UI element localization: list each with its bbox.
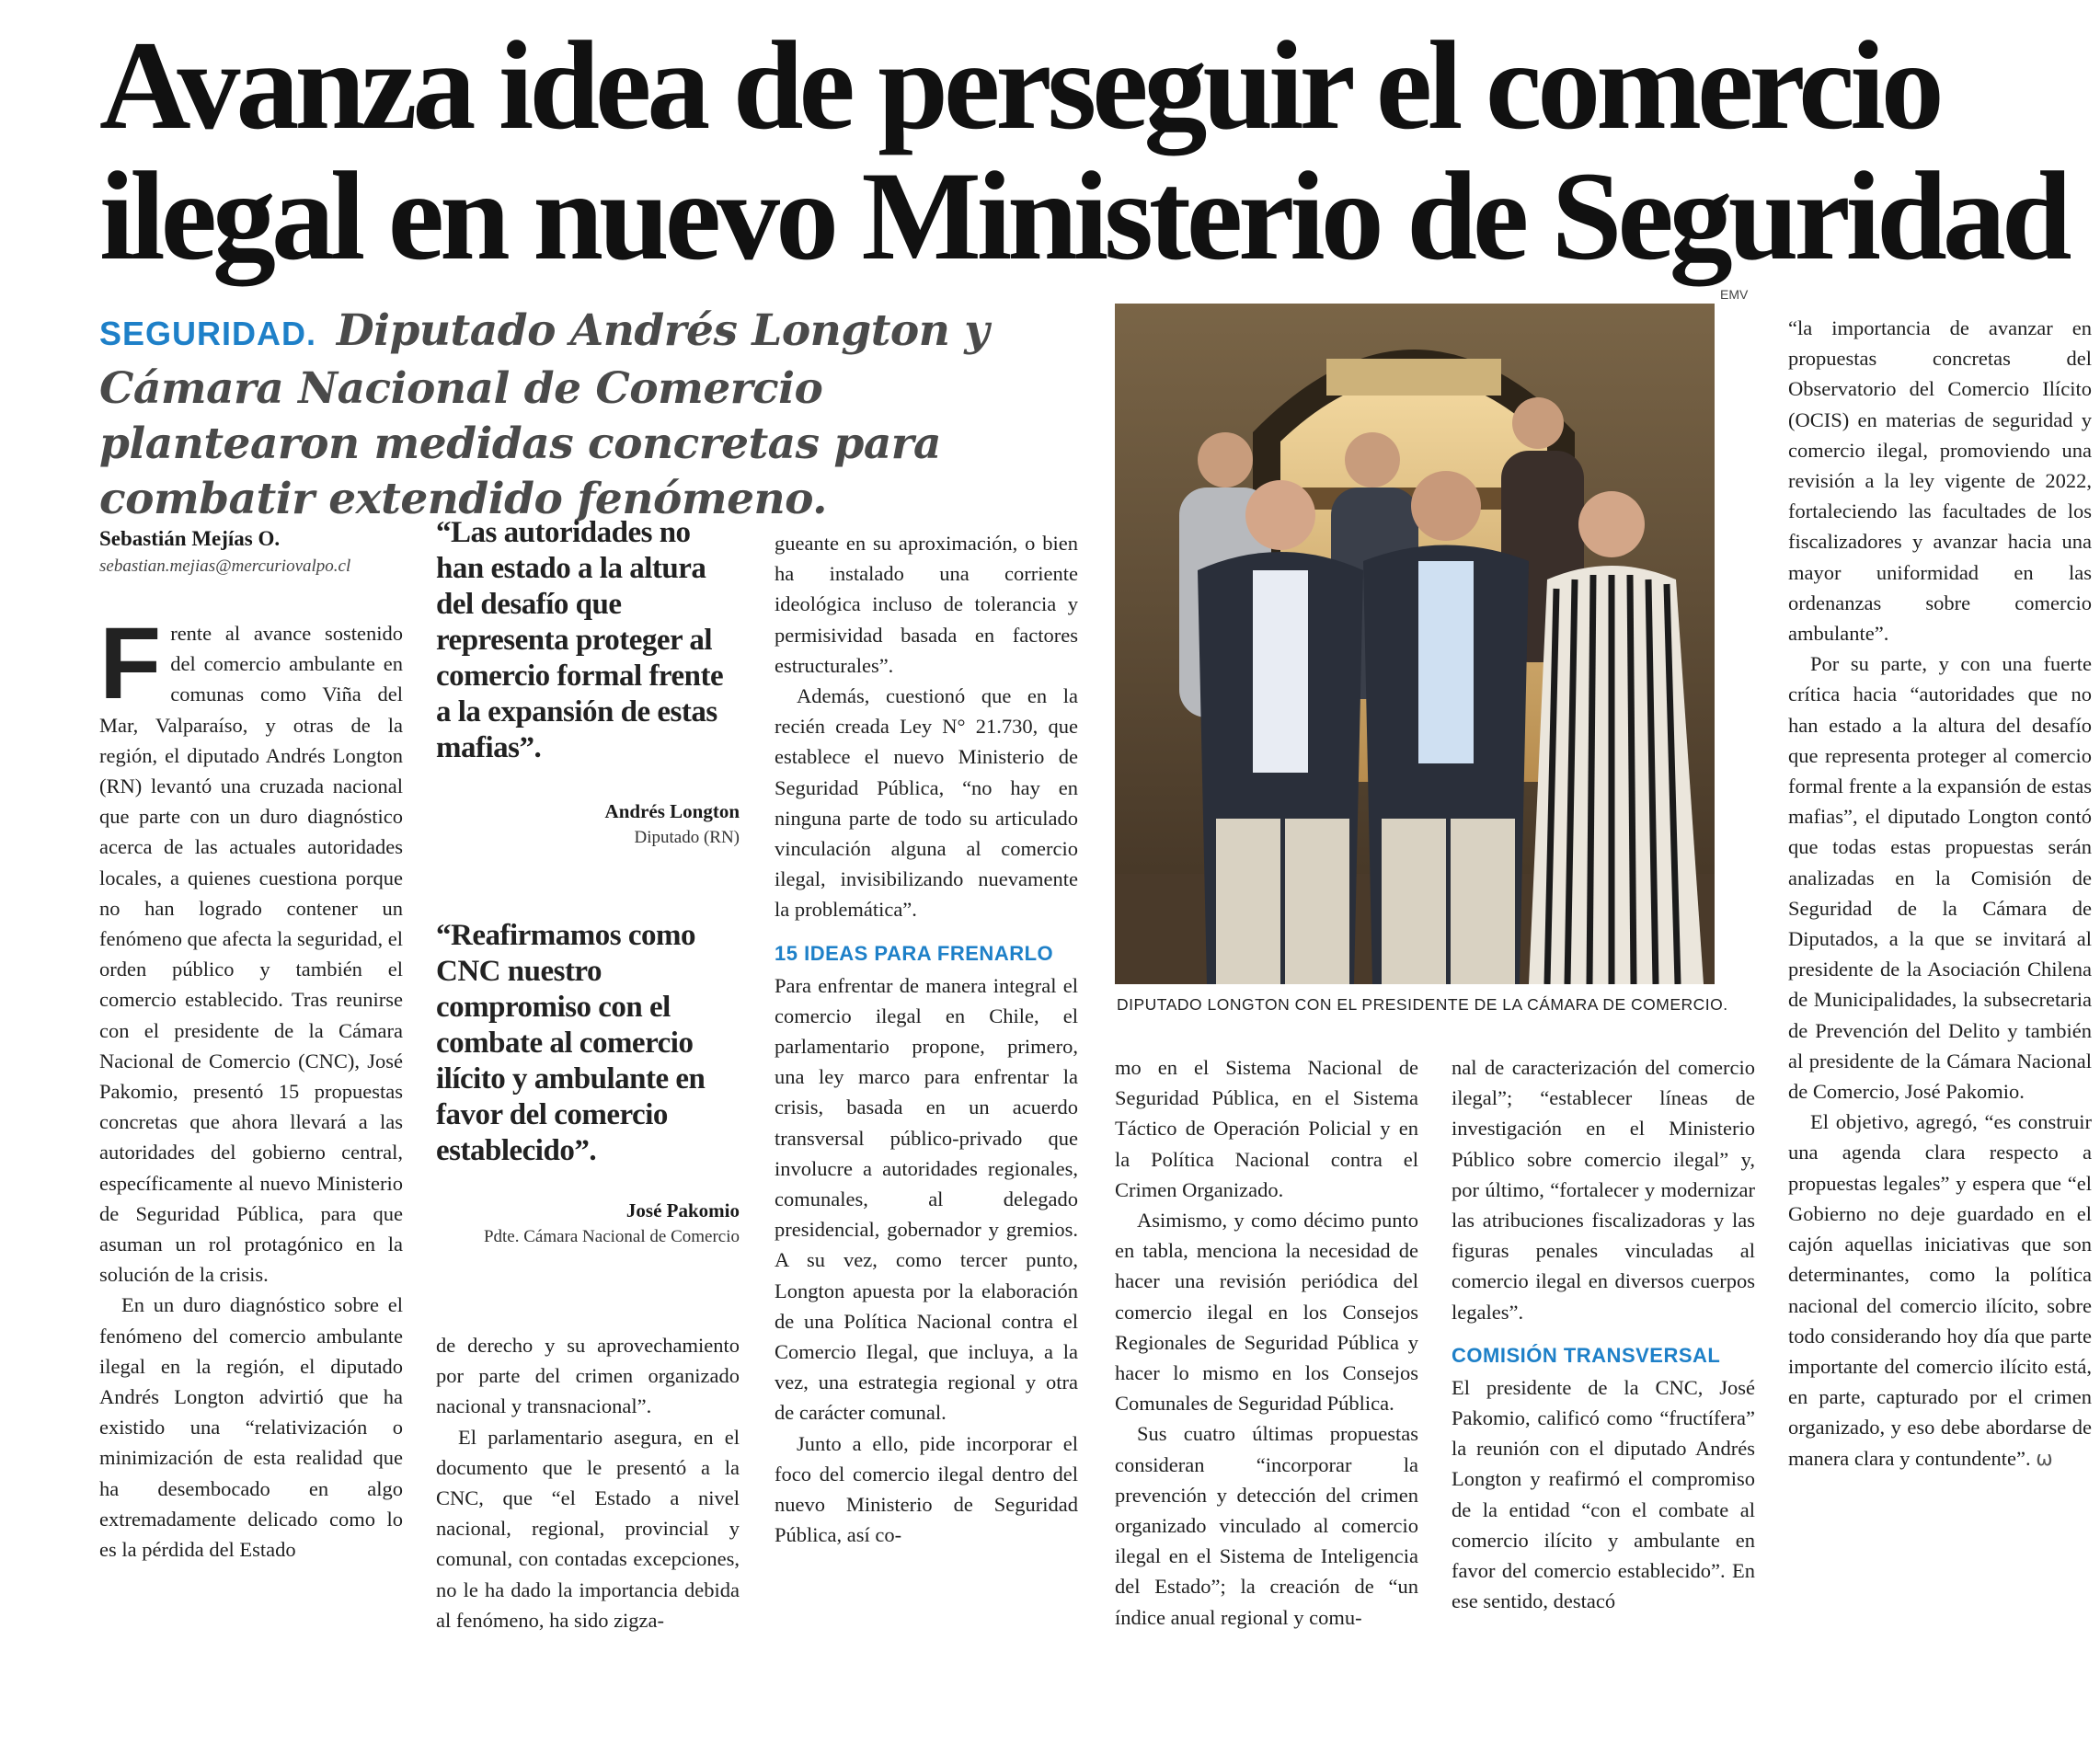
photo-credit: EMV	[1720, 287, 1749, 302]
quote-author: Andrés Longton	[604, 800, 740, 822]
paragraph: Junto a ello, pide incorporar el foco del comercio ilegal dentro del nuevo Ministerio de Seguridad Pública, así co-	[775, 1431, 1078, 1547]
paragraph: gueante en su aproximación, o bien ha instalado una corriente ideológica incluso de tolerancia y permisividad basada en factores estructurales”.	[775, 532, 1078, 677]
paragraph: Además, cuestionó que en la recién creada Ley N° 21.730, que establece el nuevo Ministerio de Seguridad Pública, “no hay en ninguna parte de todo su articulado vinculación alguna al comercio ilegal, invisibilizando nuevamente la problemática”.	[775, 684, 1078, 922]
headline: Avanza idea de perseguir el comercio ilegal en nuevo Ministerio de Seguridad	[99, 15, 2068, 286]
deck-text: Diputado Andrés Longton y Cámara Nacional de Comercio plantearon medidas concretas para combatir extendido fenómeno.	[99, 305, 990, 524]
photo-illustration	[1115, 304, 1715, 984]
byline	[99, 524, 412, 579]
column-2	[436, 1330, 740, 1635]
paragraph: El objetivo, agregó, “es construir una agenda clara respecto a propuestas legales” y espera que “el Gobierno no deje guardado en el cajón aquellas iniciativas que son determinantes, como la política nacional del comercio ilícito, sobre todo considerando hoy día que parte importante del comercio ilícito está, en parte, capturado por el crimen organizado, y eso debe abordarse de manera clara y contundente”. ω	[1788, 1110, 2092, 1471]
author-name: Sebastián Mejías O.	[99, 527, 281, 550]
end-mark-icon: ω	[2036, 1447, 2053, 1471]
quote-role: Pdte. Cámara Nacional de Comercio	[483, 1227, 740, 1246]
column-4	[1115, 1052, 1418, 1633]
column-1	[99, 607, 403, 1565]
subhead-comision: COMISIÓN TRANSVERSAL	[1452, 1343, 1721, 1367]
author-email[interactable]: sebastian.mejias@mercuriovalpo.cl	[99, 556, 351, 576]
paragraph: En un duro diagnóstico sobre el fenómeno del comercio ambulante ilegal en la región, el diputado Andrés Longton advirtió que ha existido una “relativización o minimización de esta realidad que ha desembocado en algo extremadamente delicado como lo es la pérdida del Estado	[99, 1293, 403, 1562]
photo-caption: DIPUTADO LONGTON CON EL PRESIDENTE DE LA CÁMARA DE COMERCIO.	[1117, 995, 1728, 1014]
paragraph: nal de caracterización del comercio ilegal”; “establecer líneas de investigación en el Ministerio Público sobre comercio ilegal” y, por último, “fortalecer y modernizar las atribuciones fiscalizadoras y las figuras penales vinculadas al comercio ilegal en diversos cuerpos legales”.	[1452, 1056, 1755, 1324]
paragraph: Por su parte, y con una fuerte crítica hacia “autoridades que no han estado a la altura del desafío que representa proteger al comercio formal frente a la expansión de estas mafias”, el diputado Longton contó que todas estas propuestas serán analizadas en la Comisión de Seguridad de la Cámara de Diputados, a la que se invitará al presidente de la Asociación Chilena de Municipalidades, la subsecretaria de Prevención del Delito y también al presidente de la Cámara Nacional de Comercio, José Pakomio.	[1788, 652, 2092, 1104]
paragraph: El presidente de la CNC, José Pakomio, calificó como “fructífera” la reunión con el diputado Andrés Longton y reafirmó el compromiso de la entidad “con el combate al comercio ilícito y ambulante en favor del comercio establecido”. En ese sentido, destacó	[1452, 1375, 1755, 1613]
paragraph: de derecho y su aprovechamiento por parte del crimen organizado nacional y transnacional”.	[436, 1334, 740, 1418]
subhead-15-ideas: 15 IDEAS PARA FRENARLO	[775, 941, 1054, 965]
paragraph: Asimismo, y como décimo punto en tabla, menciona la necesidad de hacer una revisión periódica del comercio ilegal en los Consejos Regionales de Seguridad Pública y hacer lo mismo en los Consejos Comunales de Seguridad Pública.	[1115, 1209, 1418, 1416]
drop-cap: F	[99, 607, 162, 720]
section-kicker: SEGURIDAD.	[99, 315, 317, 352]
quote-text: “Las autoridades no han estado a la altura del desafío que representa proteger al comercio formal frente a la expansión de estas mafias”.	[436, 516, 724, 764]
quote-text: “Reafirmamos como CNC nuestro compromiso con el combate al comercio ilícito y ambulante en favor del comercio establecido”.	[436, 919, 706, 1167]
paragraph: “la importancia de avanzar en propuestas concretas del Observatorio del Comercio Ilícito (OCIS) en materias de seguridad y comercio ilegal, promoviendo una revisión a la ley vigente de 2022, fortaleciendo las facultades de los fiscalizadores y avanzar hacia una mayor uniformidad en las ordenanzas sobre comercio ambulante”.	[1788, 316, 2092, 646]
quote-author: José Pakomio	[625, 1199, 740, 1222]
pull-quote-longton	[436, 515, 740, 851]
paragraph: Sus cuatro últimas propuestas consideran “incorporar la prevención y detección del crimen organizado vinculado al comercio ilegal en el Sistema de Inteligencia del Estado”; la creación de “un índice anual regional y comu-	[1115, 1422, 1418, 1629]
deck	[99, 304, 1065, 527]
column-5	[1452, 1052, 1755, 1616]
quote-role: Diputado (RN)	[634, 828, 740, 847]
group-photo	[1115, 304, 1715, 984]
column-3	[775, 528, 1078, 1551]
pull-quote-pakomio	[436, 918, 740, 1250]
paragraph: Para enfrentar de manera integral el comercio ilegal en Chile, el parlamentario propone, primero, una ley marco para enfrentar la crisis, basada en un acuerdo transversal público-privado que involucre a autoridades regionales, comunales, al delegado presidencial, gobernador y gremios. A su vez, como tercer punto, Longton apuesta por la elaboración de una Política Nacional contra el Comercio Ilegal, que incluya, a la vez, una estrategia regional y otra de carácter comunal.	[775, 973, 1078, 1425]
paragraph: mo en el Sistema Nacional de Seguridad Pública, en el Sistema Táctico de Operación Policial y en la Política Nacional contra el Crimen Organizado.	[1115, 1056, 1418, 1201]
paragraph: Frente al avance sostenido del comercio ambulante en comunas como Viña del Mar, Valparaíso, y otras de la región, el diputado Andrés Longton (RN) levantó una cruzada nacional que parte con un duro diagnóstico acerca de las actuales autoridades locales, a quienes cuestiona porque no han logrado contener un fenómeno que afecta la seguridad, el orden público y también el comercio establecido. Tras reunirse con el presidente de la Cámara Nacional de Comercio (CNC), José Pakomio, presentó 15 propuestas concretas que ahora llevará a las autoridades del gobierno central, específicamente al nuevo Ministerio de Seguridad Pública, para que asuman un rol protagónico en la solución de la crisis.	[99, 607, 403, 1287]
paragraph: El parlamentario asegura, en el documento que le presentó a la CNC, que “el Estado a nivel nacional, regional, provincial y comunal, con contadas excepciones, no le ha dado la importancia debida al fenómeno, ha sido zigza-	[436, 1425, 740, 1632]
column-6	[1788, 313, 2092, 1474]
